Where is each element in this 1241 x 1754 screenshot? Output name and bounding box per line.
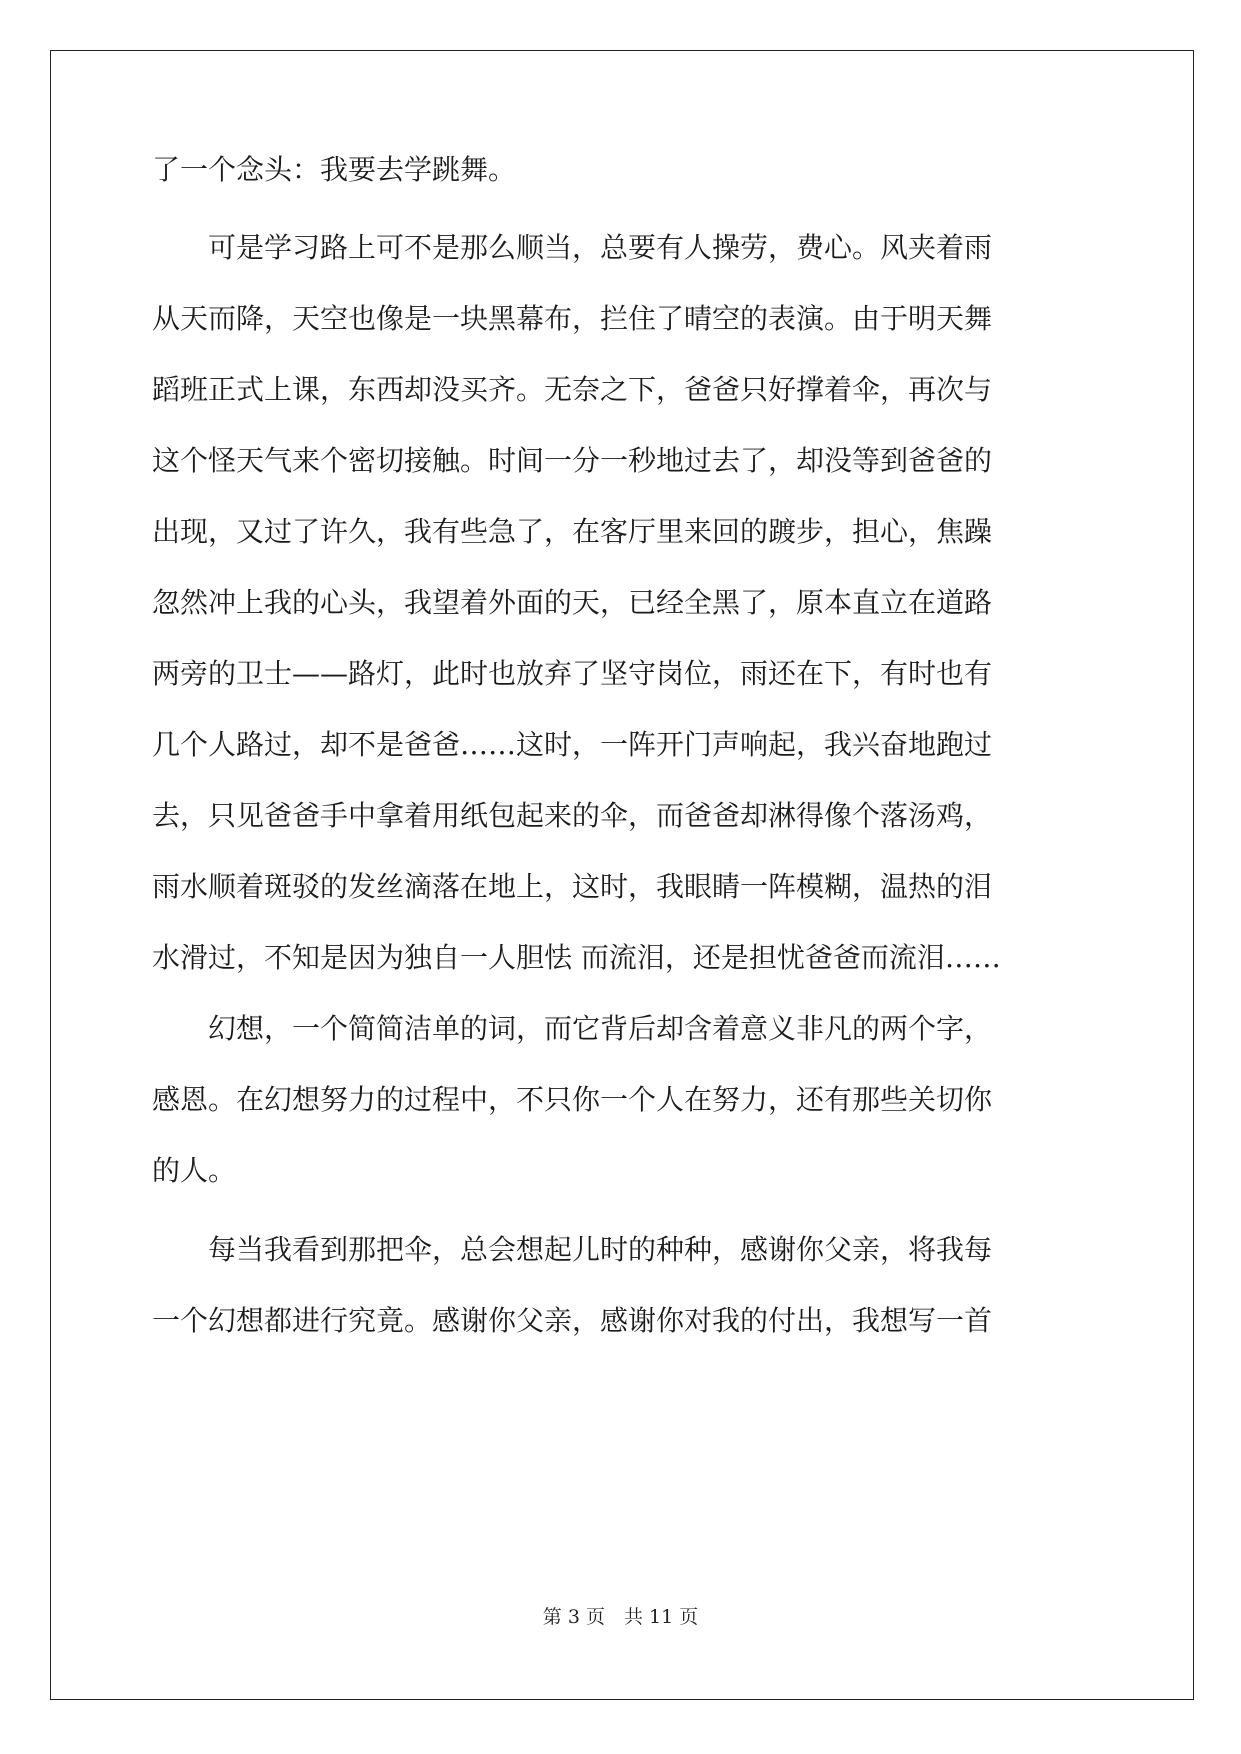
- text-line: 雨水顺着斑驳的发丝滴落在地上，这时，我眼睛一阵模糊，温热的泪: [152, 870, 993, 903]
- text-line: 两旁的卫士——路灯，此时也放弃了坚守岗位，雨还在下，有时也有: [152, 657, 993, 690]
- text-line: 几个人路过，却不是爸爸……这时，一阵开门声响起，我兴奋地跑过: [152, 728, 993, 761]
- text-line: 了一个念头：我要去学跳舞。: [152, 153, 517, 186]
- text-line: 出现，又过了许久，我有些急了，在客厅里来回的踱步，担心，焦躁: [152, 515, 993, 548]
- text-line: 可是学习路上可不是那么顺当，总要有人操劳，费心。风夹着雨: [152, 231, 993, 264]
- text-line: 的人。: [152, 1154, 237, 1187]
- text-line: 蹈班正式上课，东西却没买齐。无奈之下，爸爸只好撑着伞，再次与: [152, 373, 993, 406]
- text-line: 水滑过，不知是因为独自一人胆怯 而流泪，还是担忧爸爸而流泪……: [152, 941, 1001, 974]
- text-line: 感恩。在幻想努力的过程中，不只你一个人在努力，还有那些关切你: [152, 1083, 993, 1116]
- text-line: 一个幻想都进行究竟。感谢你父亲，感谢你对我的付出，我想写一首: [152, 1304, 993, 1337]
- text-line: 去，只见爸爸手中拿着用纸包起来的伞，而爸爸却淋得像个落汤鸡，: [152, 799, 993, 832]
- text-line: 这个怪天气来个密切接触。时间一分一秒地过去了，却没等到爸爸的: [152, 444, 993, 477]
- text-line: 从天而降，天空也像是一块黑幕布，拦住了晴空的表演。由于明天舞: [152, 302, 993, 335]
- text-line: 忽然冲上我的心头，我望着外面的天，已经全黑了，原本直立在道路: [152, 586, 993, 619]
- text-line: 幻想，一个简简洁单的词，而它背后却含着意义非凡的两个字，: [152, 1012, 993, 1045]
- page-number-footer: 第 3 页 共 11 页: [542, 1606, 699, 1628]
- text-line: 每当我看到那把伞，总会想起儿时的种种，感谢你父亲，将我每: [152, 1233, 993, 1266]
